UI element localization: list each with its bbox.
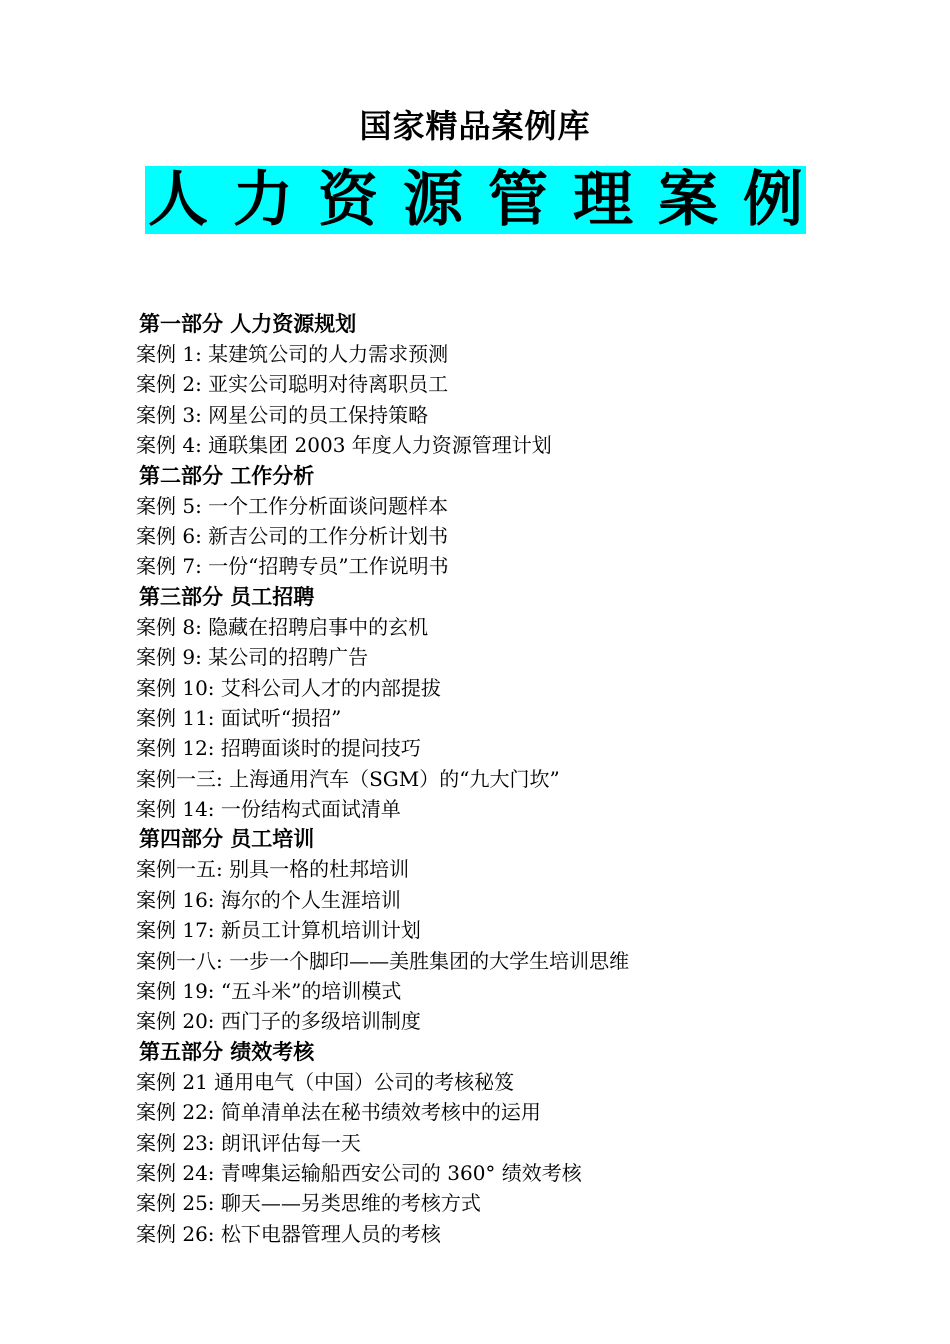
case-item: 案例 7: 一份“招聘专员”工作说明书: [136, 554, 449, 579]
title-char: 资: [318, 165, 378, 235]
case-item: 案例 26: 松下电器管理人员的考核: [136, 1221, 441, 1246]
section-title: 第四部分 员工培训: [139, 827, 315, 852]
case-item: 案例 11: 面试听“损招”: [136, 705, 342, 730]
case-item: 案例一八: 一步一个脚印——美胜集团的大学生培训思维: [136, 948, 630, 973]
case-item: 案例 3: 网星公司的员工保持策略: [136, 402, 429, 427]
title-char: 力: [233, 165, 293, 235]
case-item: 案例 14: 一份结构式面试清单: [136, 797, 401, 822]
table-of-contents: [0, 309, 950, 1249]
case-item: 案例 4: 通联集团 2003 年度人力资源管理计划: [136, 433, 552, 458]
section-title: 第五部分 绩效考核: [139, 1039, 315, 1064]
section-hr-planning: [0, 309, 950, 461]
document-title: [145, 166, 806, 234]
title-char: 管: [488, 165, 548, 235]
section-title: 第二部分 工作分析: [139, 463, 315, 488]
case-item: 案例 24: 青啤集运输船西安公司的 360° 绩效考核: [136, 1160, 582, 1185]
title-char: 案: [658, 165, 718, 235]
title-banner: [145, 166, 806, 234]
case-item: 案例 2: 亚实公司聪明对待离职员工: [136, 372, 449, 397]
case-item: 案例 9: 某公司的招聘广告: [136, 645, 369, 670]
case-item: 案例 12: 招聘面谈时的提问技巧: [136, 736, 421, 761]
section-recruitment: [0, 582, 950, 825]
section-title: 第三部分 员工招聘: [139, 584, 315, 609]
case-item: 案例 16: 海尔的个人生涯培训: [136, 887, 401, 912]
case-item: 案例 5: 一个工作分析面谈问题样本: [136, 493, 449, 518]
case-item: 案例 17: 新员工计算机培训计划: [136, 918, 421, 943]
case-item: 案例 23: 朗讯评估每一天: [136, 1130, 361, 1155]
section-job-analysis: [0, 461, 950, 582]
case-item: 案例 10: 艾科公司人才的内部提拔: [136, 675, 441, 700]
case-item: 案例一五: 别具一格的杜邦培训: [136, 857, 410, 882]
library-title: 国家精品案例库: [359, 107, 591, 145]
section-title: 第一部分 人力资源规划: [139, 312, 357, 336]
case-item: 案例 22: 简单清单法在秘书绩效考核中的运用: [136, 1100, 541, 1125]
case-item: 案例 19: “五斗米”的培训模式: [136, 979, 402, 1004]
case-item: 案例 25: 聊天——另类思维的考核方式: [136, 1191, 481, 1216]
title-char: 例: [743, 165, 803, 235]
title-char: 理: [573, 165, 633, 235]
case-item: 案例 6: 新吉公司的工作分析计划书: [136, 523, 449, 548]
title-char: 源: [403, 165, 463, 235]
title-char: 人: [148, 165, 208, 235]
case-item: 案例 8: 隐藏在招聘启事中的玄机: [136, 614, 429, 639]
case-item: 案例一三: 上海通用汽车（SGM）的“九大门坎”: [136, 766, 560, 791]
section-performance: [0, 1037, 950, 1249]
case-item: 案例 20: 西门子的多级培训制度: [136, 1009, 421, 1034]
case-item: 案例 1: 某建筑公司的人力需求预测: [136, 342, 449, 366]
section-training: [0, 824, 950, 1036]
case-item: 案例 21 通用电气（中国）公司的考核秘笈: [136, 1069, 515, 1094]
